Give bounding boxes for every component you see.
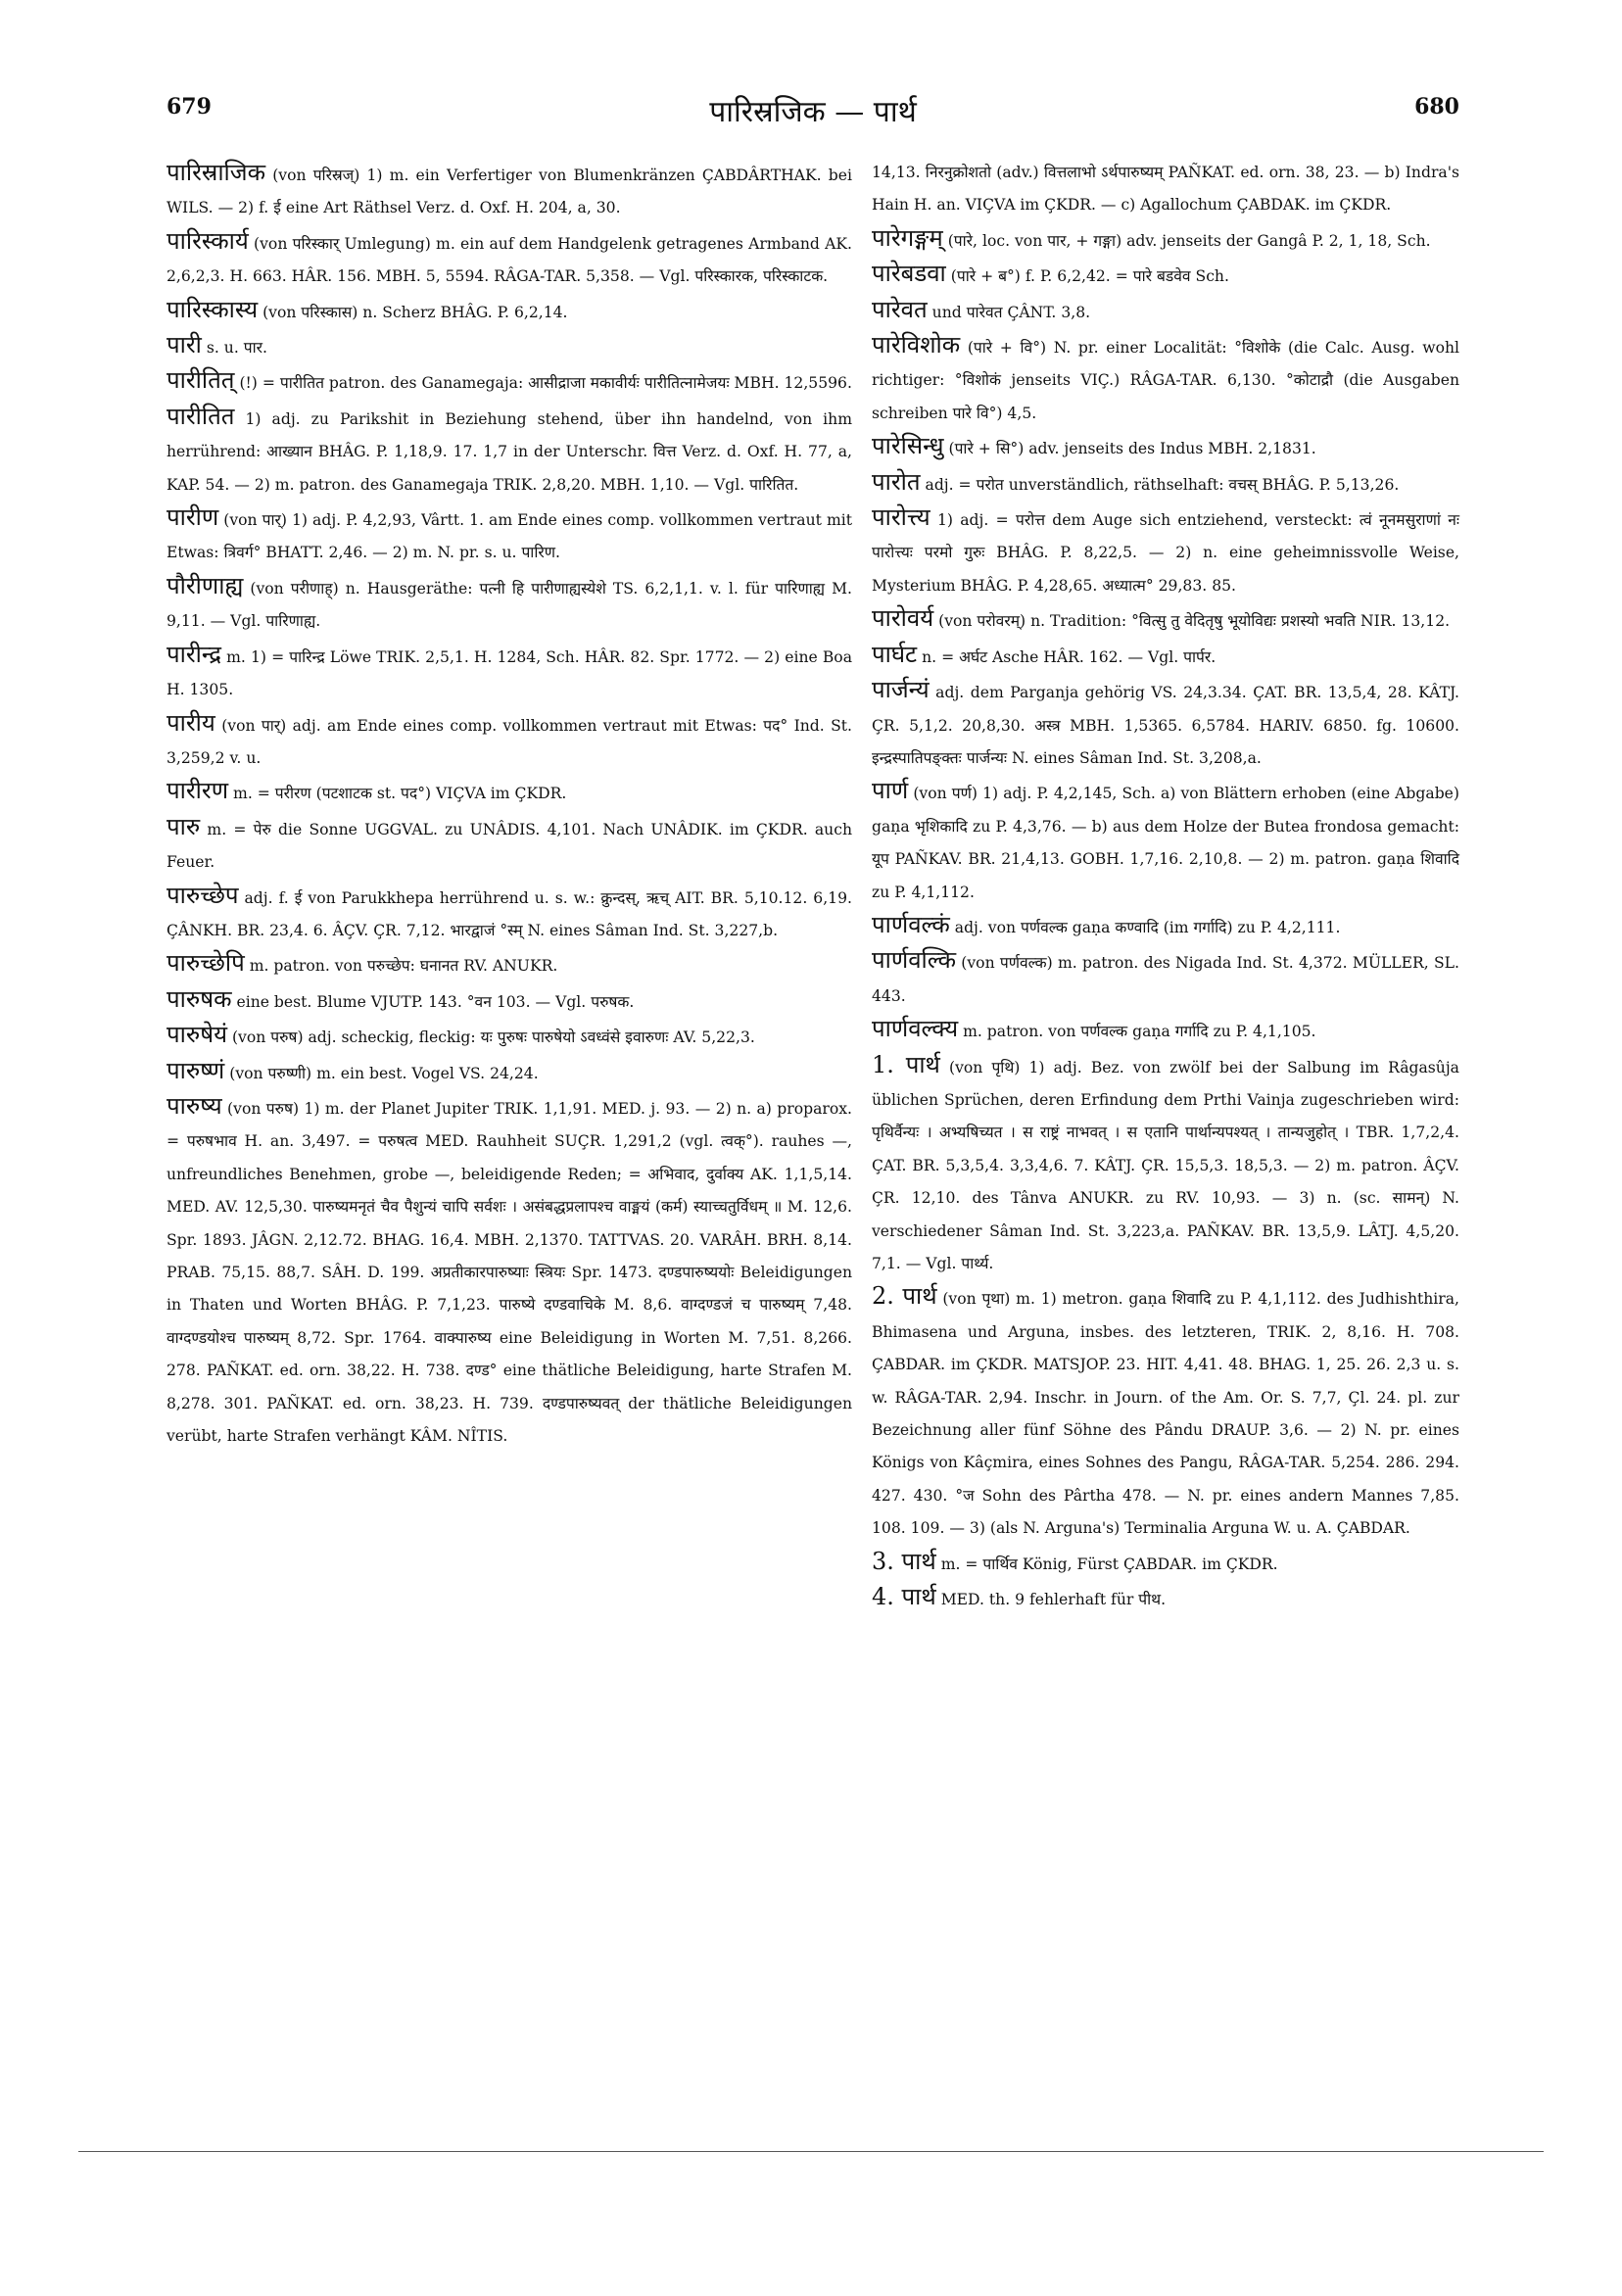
entry-headword: पारुषक xyxy=(167,984,232,1013)
entry-headword: पारिस्कास्य xyxy=(167,295,259,323)
entry-text: m. patron. von पर्णवल्क gaṇa गर्गादि zu P. 4,1,105. xyxy=(963,1023,1316,1041)
entry-headword: पारुच्छेपि xyxy=(167,949,245,978)
entry-text: (von परिस्कार् Umlegung) m. ein auf dem Handgelenk getragenes Armband AK. 2,6,2,3. H. 663. HÂR. 156. MBH. 5, 5594. RÂGA-TAR. 5,358. — Vgl. परिस्कारक, परिस्काटक. xyxy=(167,234,852,286)
entry-headword: पार्घट xyxy=(872,640,918,668)
entry-headword: 1. पार्थ xyxy=(872,1050,940,1078)
dictionary-entry xyxy=(872,909,1459,944)
entry-headword: पारिस्राजिक xyxy=(167,159,266,186)
entry-text: (von परुष) 1) m. der Planet Jupiter TRIK. 1,1,91. MED. j. 93. — 2) n. a) proparox. = परुषभाव H. an. 3,497. = परुषत्व MED. Rauhheit SUÇR. 1,291,2 (vgl. त्वक्°). rauhes —, unfreundliches Benehmen, grobe —, beleidigende Reden; = अभिवाद, दुर्वाक्य AK. 1,1,5,14. MED. AV. 12,5,30. पारुष्यमनृतं चैव पैशुन्यं चापि सर्वशः । असंबद्धप्रलापश्च वाङ्मयं (कर्म) स्याच्चतुर्विधम् ॥ M. 12,6. Spr. 1893. JÂGN. 2,12.72. BHAG. 16,4. MBH. 2,1370. TATTVAS. 20. VARÂH. BRH. 8,14. PRAB. 75,15. 88,7. SÂH. D. 199. अप्रतीकारपारुष्याः स्त्रियः Spr. 1473. दण्डपारुष्ययोः Beleidigungen in Thaten und Worten BHÂG. P. 7,1,23. पारुष्ये दण्डवाचिके M. 8,6. वाग्दण्डजं च पारुष्यम् 7,48. वाग्दण्डयोश्च पारुष्यम् 8,72. Spr. 1764. वाक्पारुष्य eine Beleidigung in Worten M. 7,51. 8,266. 278. PAÑKAT. ed. orn. 38,22. H. 738. दण्ड° eine thätliche Beleidigung, harte Strafen M. 8,278. 301. PAÑKAT. ed. orn. 38,23. H. 739. दण्डपारुष्यवत् der thätliche Beleidigungen verübt, harte Strafen verhängt KÂM. NÎTIS. xyxy=(167,1099,852,1446)
entry-headword: पार्णवल्कं xyxy=(872,910,950,938)
entry-headword: पार्णवल्क्य xyxy=(872,1015,959,1043)
dictionary-entry xyxy=(167,1090,852,1453)
entry-text: (पारे + सि°) adv. jenseits des Indus MBH. 2,1831. xyxy=(948,440,1316,458)
entry-text: (von परिस्कास) n. Scherz BHÂG. P. 6,2,14. xyxy=(262,303,568,321)
entry-text: adj. f. ई von Parukkhepa herrührend u. s. w.: क्रुन्दस्, ऋच् AIT. BR. 5,10.12. 6,19. ÇÂNKH. BR. 23,4. 6. ÂÇV. ÇR. 7,12. भारद्वाजं °स्म् N. eines Sâman Ind. St. 3,227,b. xyxy=(167,888,852,939)
dictionary-entry xyxy=(872,430,1459,465)
entry-headword: पारीण xyxy=(167,503,219,532)
dictionary-entry xyxy=(872,466,1459,502)
entry-headword: पारीतित xyxy=(167,402,235,430)
entry-text: (von परुष्णी) m. ein best. Vogel VS. 24,24. xyxy=(229,1064,539,1082)
dictionary-entry xyxy=(872,157,1459,222)
dictionary-entry xyxy=(167,225,852,294)
entry-text: (पारे + ब°) f. P. 6,2,42. = पारे बडवेव Sch. xyxy=(950,267,1229,286)
entry-text: n. = अर्घट Asche HÂR. 162. — Vgl. पार्पर. xyxy=(922,647,1216,666)
dictionary-entry xyxy=(167,983,852,1019)
dictionary-entry xyxy=(872,1280,1459,1545)
dictionary-entry xyxy=(167,1019,852,1054)
entry-text: (von पार्) adj. am Ende eines comp. vollkommen vertraut mit Etwas: पद° Ind. St. 3,259,2 v. u. xyxy=(167,716,852,767)
dictionary-entry xyxy=(872,1049,1459,1281)
entry-text: s. u. पार. xyxy=(206,339,267,358)
page-header xyxy=(167,94,1459,133)
dictionary-entry xyxy=(872,639,1459,674)
dictionary-entry xyxy=(167,157,852,225)
entry-text: m. patron. von परुच्छेप: घनानत RV. ANUKR. xyxy=(249,957,558,976)
entry-headword: पौरीणाह्य xyxy=(167,571,244,599)
footer-divider xyxy=(78,2151,1544,2152)
entry-headword: पारीन्द्र xyxy=(167,640,222,668)
dictionary-entry xyxy=(167,401,852,502)
entry-headword: पारु xyxy=(167,812,201,840)
entry-text: (von पृथा) m. 1) metron. gaṇa शिवादि zu P. 4,1,112. des Judhishthira, Bhimasena und Arguna, insbes. des letzteren, TRIK. 2, 8,16. H. 708. ÇABDAR. im ÇKDR. MATSJOP. 23. HIT. 4,41. 48. BHAG. 1, 25. 26. 2,3 u. s. w. RÂGA-TAR. 2,94. Inschr. in Journ. of the Am. Or. S. 7,7, Çl. 24. pl. zur Bezeichnung aller fünf Söhne des Pându DRAUP. 3,6. — 2) N. pr. eines Königs von Kâçmira, eines Sohnes des Pangu, RÂGA-TAR. 5,254. 286. 294. 427. 430. °ज Sohn des Pârtha 478. — N. pr. eines andern Mannes 7,85. 108. 109. — 3) (als N. Arguna's) Terminalia Arguna W. u. A. ÇABDAR. xyxy=(872,1290,1459,1538)
dictionary-entry xyxy=(872,222,1459,258)
entry-text: m. = पार्थिव König, Fürst ÇABDAR. im ÇKDR. xyxy=(940,1555,1278,1573)
entry-headword: पार्जन्यं xyxy=(872,676,930,704)
dictionary-entry xyxy=(167,364,852,400)
entry-headword: पारीय xyxy=(167,708,215,737)
entry-headword: पार्णवल्कि xyxy=(872,946,957,975)
dictionary-entry xyxy=(872,1546,1459,1581)
entry-headword: 3. पार्थ xyxy=(872,1547,936,1575)
dictionary-entry xyxy=(872,258,1459,293)
entry-text: (von परिस्रज्) 1) m. ein Verfertiger von Blumenkränzen ÇABDÂRTHAK. bei WILS. — 2) f. ई eine Art Räthsel Verz. d. Oxf. H. 204, a, 30. xyxy=(167,167,852,217)
dictionary-entry xyxy=(167,639,852,707)
entry-text: (von पार्) 1) adj. P. 4,2,93, Vârtt. 1. am Ende eines comp. vollkommen vertraut mit Etwas: त्रिवर्ग° BHATT. 2,46. — 2) m. N. pr. s. u. पारिण. xyxy=(167,511,852,562)
entry-text: 1) adj. = परोत्त dem Auge sich entziehend, versteckt: त्वं नूनमसुराणां नः पारोत्त्यः परमो गुरुः BHÂG. P. 8,22,5. — 2) n. eine geheimnissvolle Weise, Mysterium BHÂG. P. 4,28,65. अध्यात्म° 29,83. 85. xyxy=(872,511,1459,595)
entry-text: (पारे + वि°) N. pr. einer Localität: °विशोके (die Calc. Ausg. wohl richtiger: °विशोकं jenseits VIÇ.) RÂGA-TAR. 6,130. °कोटाद्रौ (die Ausgaben schreiben पारे वि°) 4,5. xyxy=(872,339,1459,422)
entry-text: 1) adj. zu Parikshit in Beziehung stehend, über ihn handelnd, von ihm herrührend: आख्यान BHÂG. P. 1,18,9. 17. 1,7 in der Unterschr. वित्त Verz. d. Oxf. H. 77, a, KAP. 54. — 2) m. patron. des Ganamegaja TRIK. 2,8,20. MBH. 1,10. — Vgl. पारितित. xyxy=(167,409,852,494)
dictionary-entry xyxy=(872,1013,1459,1048)
dictionary-entry xyxy=(167,775,852,810)
page-number-left: 679 xyxy=(167,94,212,120)
entry-headword: पारिस्कार्य xyxy=(167,226,249,255)
page-title: पारिस्रजिक — पार्थ xyxy=(709,95,917,129)
entry-headword: 2. पार्थ xyxy=(872,1282,937,1311)
entry-headword: पारी xyxy=(167,331,202,359)
dictionary-entry xyxy=(872,674,1459,775)
entry-headword: पारुच्छेप xyxy=(167,881,239,909)
dictionary-entry xyxy=(167,1055,852,1090)
entry-headword: पारुष्णं xyxy=(167,1056,225,1084)
dictionary-entry xyxy=(167,707,852,776)
dictionary-entry xyxy=(167,947,852,982)
entry-text: (von पर्णवल्क) m. patron. des Nigada Ind. St. 4,372. MÜLLER, SL. 443. xyxy=(872,954,1459,1005)
entry-text: m. 1) = पारिन्द्र Löwe TRIK. 2,5,1. H. 1284, Sch. HÂR. 82. Spr. 1772. — 2) eine Boa H. 1305. xyxy=(167,647,852,699)
entry-headword: पारोवर्य xyxy=(872,604,934,633)
entry-text: und पारेवत ÇÂNT. 3,8. xyxy=(931,303,1091,321)
dictionary-entry xyxy=(167,294,852,329)
entry-text: adj. dem Parganja gehörig VS. 24,3.34. ÇAT. BR. 13,5,4, 28. KÂTJ. ÇR. 5,1,2. 20,8,30. अस्त्र MBH. 1,5365. 6,5784. HARIV. 6850. fg. 10600. इन्द्रस्पातिपङ्क्तः पार्जन्यः N. eines Sâman Ind. St. 3,208,a. xyxy=(872,684,1459,767)
entry-text: m. = परीरण (पटशाटक st. पद°) VIÇVA im ÇKDR. xyxy=(233,785,567,803)
entry-text: (von परीणाह्) n. Hausgeräthe: पत्नी हि पारीणाह्यस्येशे TS. 6,2,1,1. v. l. für पारिणाह्य M. 9,11. — Vgl. पारिणाह्य. xyxy=(167,579,853,631)
dictionary-entry xyxy=(872,602,1459,638)
entry-text: adj. = परोत unverständlich, räthselhaft: वचस् BHÂG. P. 5,13,26. xyxy=(925,475,1400,494)
entry-headword: पारेवत xyxy=(872,295,928,323)
entry-text: adj. von पर्णवल्क gaṇa कण्वादि (im गर्गादि) zu P. 4,2,111. xyxy=(954,918,1341,936)
entry-text: m. = पेरु die Sonne UGGVAL. zu UNÂDIS. 4,101. Nach UNÂDIK. im ÇKDR. auch Feuer. xyxy=(167,820,852,872)
entry-headword: पारेगङ्गम् xyxy=(872,223,943,252)
page-number-right: 680 xyxy=(1414,94,1459,120)
entry-text: 14,13. निरनुक्रोशतो (adv.) वित्तलाभो ऽर्थपारुष्यम् PAÑKAT. ed. orn. 38, 23. — b) Indra's Hain H. an. VIÇVA im ÇKDR. — c) Agallochum ÇABDAK. im ÇKDR. xyxy=(872,164,1459,215)
entry-headword: पारेसिन्धु xyxy=(872,432,944,460)
entry-text: (von परोवरम्) n. Tradition: °वित्सु तु वेदितृषु भूयोविद्यः प्रशस्यो भवति NIR. 13,12. xyxy=(938,612,1451,631)
entry-headword: पारोत xyxy=(872,467,921,496)
entry-text: (von पृथि) 1) adj. Bez. von zwölf bei der Salbung im Râgasûja üblichen Sprüchen, deren Erfindung dem Prthi Vainja zugeschrieben wird: पृथिर्वैन्यः । अभ्यषिच्यत । स राष्ट्रं नाभवत् । स एतानि पार्थान्यपश्यत् । तान्यजुहोत् । TBR. 1,7,2,4. ÇAT. BR. 5,3,5,4. 3,3,4,6. 7. KÂTJ. ÇR. 15,5,3. 18,5,3. — 2) m. patron. ÂÇV. ÇR. 12,10. des Tânva ANUKR. zu RV. 10,93. — 3) n. (sc. सामन्) N. verschiedener Sâman Ind. St. 3,223,a. PAÑKAV. BR. 13,5,9. LÂTJ. 4,5,20. 7,1. — Vgl. पार्थ्य. xyxy=(872,1058,1459,1272)
dictionary-entry xyxy=(167,329,852,364)
entry-headword: पारुष्य xyxy=(167,1091,222,1120)
entry-headword: पारेबडवा xyxy=(872,260,946,288)
entry-text: eine best. Blume VJUTP. 143. °वन 103. — Vgl. परुषक. xyxy=(236,992,635,1011)
entry-headword: पारेविशोक xyxy=(872,331,961,359)
dictionary-entry xyxy=(872,502,1459,602)
entry-text: (von पर्ण) 1) adj. P. 4,2,145, Sch. a) von Blättern erhoben (eine Abgabe) gaṇa भृशिकादि zu P. 4,3,76. — b) aus dem Holze der Butea frondosa gemacht: यूप PAÑKAV. BR. 21,4,13. GOBH. 1,7,16. 2,10,8. — 2) m. patron. gaṇa शिवादि zu P. 4,1,112. xyxy=(872,785,1459,901)
dictionary-entry xyxy=(872,775,1459,909)
entry-headword: पारीरण xyxy=(167,777,229,805)
dictionary-entry xyxy=(872,944,1459,1013)
entry-text: (!) = पारीतित patron. des Ganamegaja: आसीद्राजा मकावीर्यः पारीतित्नामेजयः MBH. 12,5596. xyxy=(239,374,852,393)
entry-headword: पारोत्त्य xyxy=(872,503,930,532)
entry-headword: 4. पार्थ xyxy=(872,1583,936,1611)
dictionary-entry xyxy=(872,329,1459,430)
entry-text: (पारे, loc. von पार, + गङ्गा) adv. jenseits der Gangâ P. 2, 1, 18, Sch. xyxy=(947,231,1431,250)
dictionary-entry xyxy=(167,570,852,639)
entry-headword: पार्ण xyxy=(872,777,909,805)
dictionary-entry xyxy=(167,811,852,880)
entry-text: MED. th. 9 fehlerhaft für पीथ. xyxy=(940,1591,1167,1609)
dictionary-entry xyxy=(167,880,852,948)
left-column xyxy=(167,157,852,1453)
entry-headword: पारीतित् xyxy=(167,366,235,395)
dictionary-entry xyxy=(872,1581,1459,1616)
right-column xyxy=(872,157,1459,1616)
dictionary-entry xyxy=(167,502,852,570)
dictionary-entry xyxy=(872,294,1459,329)
entry-text: (von परुष) adj. scheckig, fleckig: यः पुरुषः पारुषेयो ऽवध्वंसे इवारुणः AV. 5,22,3. xyxy=(231,1028,755,1047)
entry-headword: पारुषेयं xyxy=(167,1021,227,1049)
